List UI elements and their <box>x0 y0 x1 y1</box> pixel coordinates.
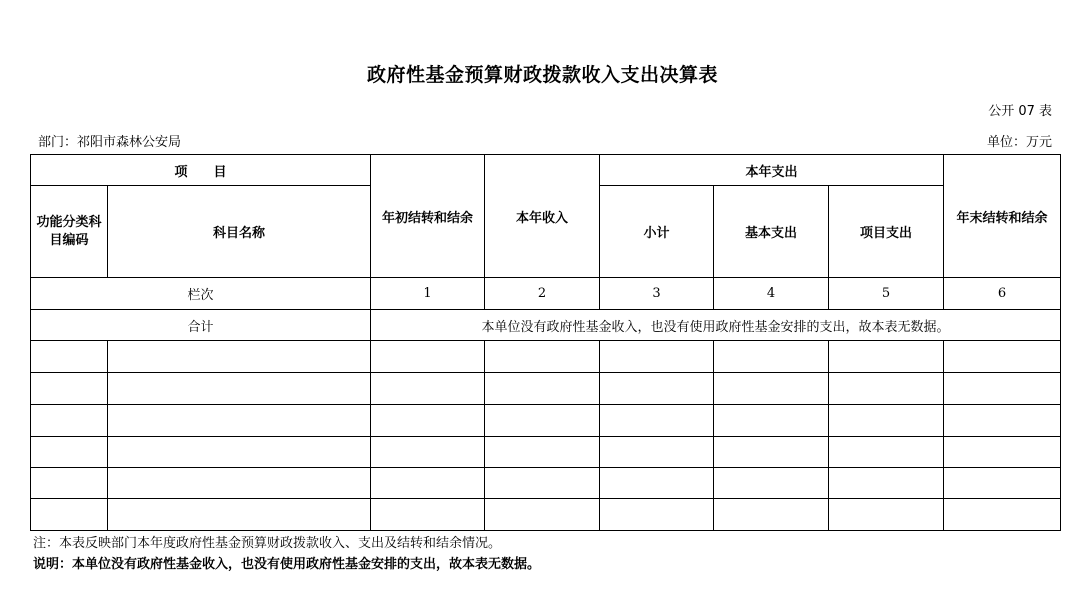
empty-cell <box>944 437 1061 468</box>
empty-cell <box>944 499 1061 531</box>
column-index-label: 栏次 <box>31 278 371 310</box>
empty-cell <box>485 341 600 373</box>
empty-cell <box>944 468 1061 499</box>
empty-cell <box>485 405 600 437</box>
total-message: 本单位没有政府性基金收入，也没有使用政府性基金安排的支出，故本表无数据。 <box>371 310 1061 341</box>
empty-cell <box>371 373 485 405</box>
total-label: 合计 <box>31 310 371 341</box>
total-row <box>31 310 1061 341</box>
empty-cell <box>371 341 485 373</box>
header-expense: 本年支出 <box>600 155 944 186</box>
empty-cell <box>829 499 944 531</box>
empty-cell <box>714 405 829 437</box>
empty-cell <box>31 341 108 373</box>
empty-cell <box>485 437 600 468</box>
table-explanation: 说明：本单位没有政府性基金收入，也没有使用政府性基金安排的支出，故本表无数据。 <box>33 557 541 572</box>
empty-cell <box>600 437 714 468</box>
empty-cell <box>829 341 944 373</box>
table-row <box>31 468 1061 499</box>
form-number: 公开 07 表 <box>988 104 1052 119</box>
table-row <box>31 373 1061 405</box>
column-index-3: 3 <box>600 278 714 310</box>
empty-cell <box>108 373 371 405</box>
table-row <box>31 341 1061 373</box>
column-index-1: 1 <box>371 278 485 310</box>
empty-cell <box>108 468 371 499</box>
empty-cell <box>600 468 714 499</box>
report-title: 政府性基金预算财政拨款收入支出决算表 <box>366 64 718 86</box>
header-item: 项 目 <box>31 155 371 186</box>
empty-cell <box>31 499 108 531</box>
table-row <box>31 499 1061 531</box>
header-project-expense: 项目支出 <box>829 186 944 278</box>
header-func-code: 功能分类科目编码 <box>31 186 108 278</box>
empty-cell <box>485 373 600 405</box>
empty-cell <box>944 373 1061 405</box>
empty-cell <box>600 499 714 531</box>
header-begin-balance: 年初结转和结余 <box>371 155 485 278</box>
column-index-5: 5 <box>829 278 944 310</box>
empty-cell <box>829 405 944 437</box>
empty-cell <box>371 405 485 437</box>
empty-cell <box>600 405 714 437</box>
header-basic-expense: 基本支出 <box>714 186 829 278</box>
empty-cell <box>714 437 829 468</box>
header-subtotal: 小计 <box>600 186 714 278</box>
empty-cell <box>108 341 371 373</box>
column-index-row <box>31 278 1061 310</box>
header-subject-name: 科目名称 <box>108 186 371 278</box>
column-index-2: 2 <box>485 278 600 310</box>
empty-cell <box>944 405 1061 437</box>
empty-cell <box>371 437 485 468</box>
empty-cell <box>714 373 829 405</box>
empty-cell <box>371 499 485 531</box>
empty-cell <box>714 468 829 499</box>
empty-cell <box>108 499 371 531</box>
header-income: 本年收入 <box>485 155 600 278</box>
column-index-6: 6 <box>944 278 1061 310</box>
column-index-4: 4 <box>714 278 829 310</box>
table-row <box>31 405 1061 437</box>
unit-label: 单位：万元 <box>986 135 1052 150</box>
empty-cell <box>829 373 944 405</box>
empty-cell <box>714 341 829 373</box>
table-row <box>31 437 1061 468</box>
header-end-balance: 年末结转和结余 <box>944 155 1061 278</box>
empty-cell <box>600 341 714 373</box>
empty-cell <box>108 405 371 437</box>
table-note: 注：本表反映部门本年度政府性基金预算财政拨款收入、支出及结转和结余情况。 <box>33 536 502 551</box>
empty-cell <box>714 499 829 531</box>
empty-cell <box>31 468 108 499</box>
department-label: 部门：祁阳市森林公安局 <box>38 135 182 150</box>
empty-cell <box>600 373 714 405</box>
empty-cell <box>829 437 944 468</box>
empty-cell <box>944 341 1061 373</box>
empty-cell <box>108 437 371 468</box>
empty-cell <box>829 468 944 499</box>
fund-budget-table <box>30 154 1061 531</box>
empty-cell <box>485 468 600 499</box>
empty-cell <box>31 405 108 437</box>
empty-cell <box>31 437 108 468</box>
empty-cell <box>371 468 485 499</box>
empty-cell <box>31 373 108 405</box>
empty-cell <box>485 499 600 531</box>
